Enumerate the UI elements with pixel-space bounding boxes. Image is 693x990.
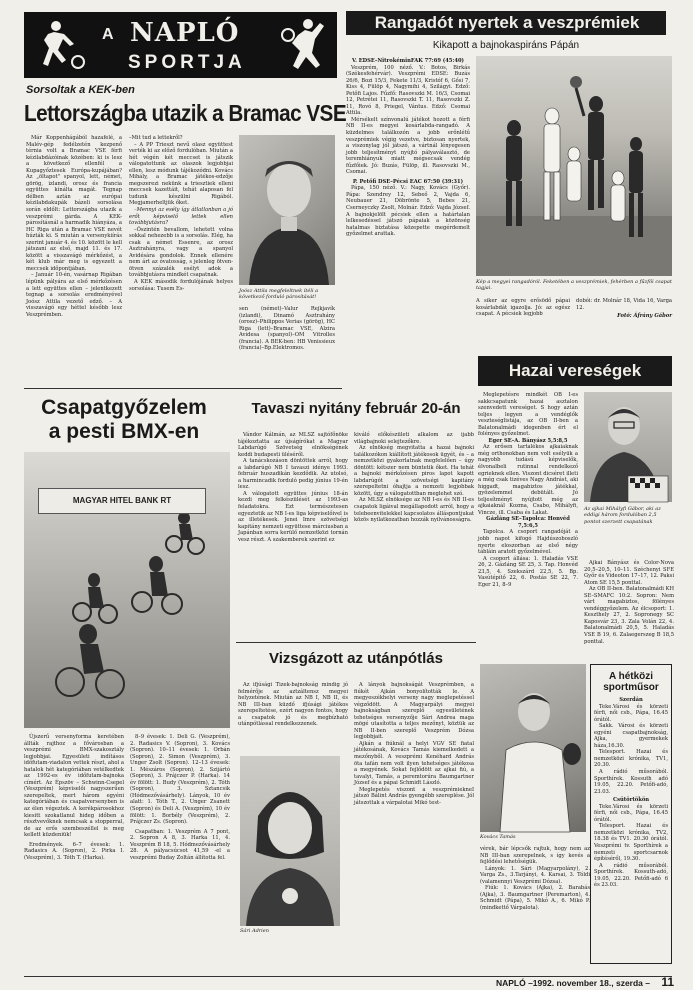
- bb-photo-author: Fotó: Áfrány Gábor: [617, 313, 672, 320]
- bmx-title-1: Csapatgyőzelem: [41, 396, 207, 419]
- kek-col1-p1: Már Koppenhágából hazafelé, a Malév-gép fedélzetén kezpenő térnia volt a Bramac VSE férfi kézilabdázóinak közében: ki is lesz a következő ellenfél a Kupagyőztesek Európa-kupájában? Az „öltapot" spanyol, lett, német, görög, izlandi, orosz és francia együttes kínálta magát. Tegnap délben aztán az európai kézilabdakupák bázeli sorsolása során eldőlt: Lettországba utazik a veszprémi gárda. A KEK-párosításnál a harmadik hiányáza, a HC Riga után a Bramac VSE nevét húzták ki. S miután a versenykiírás szerint január 4. és 10. között le kell játszani az első, majd 11. és 17. között a visszavágó mérkőzést, a két klub már meg is egyezett a meccsek időpontjában.: [26, 135, 123, 272]
- hazai-res2: Tapolca. A csoport rangadóját a jobb napot kifogó Hajdúszoboszló nyerte eloszorban az első négy tábláin aratott győzelmével.: [478, 529, 578, 556]
- tavaszi-col1-p3: A válogatott együttes június 18-án kezdi meg felkészülését az 1993-as feladatokra. Ezt természetesen egyeztetik az NB I-es liga képviselőivel is az illetékesek. Jenei Imre szövetségi kapitány nemzeti együttese márciusban a Japánban sorra kerülő nemzetközi tornán vesz részt. A szakemberek szerint ez: [238, 490, 348, 543]
- hazai-res2-header: Gázláng SE–Tapolca: Honvéd 7,5:6,5: [486, 516, 570, 529]
- bmx-col2: [130, 734, 230, 972]
- tavaszi-col1: [238, 432, 348, 638]
- tv-content: [591, 697, 671, 889]
- masthead-sportja: SPORTJA: [128, 52, 246, 73]
- rangado-title: Rangadót nyertek a veszprémiek: [374, 13, 640, 32]
- edse-p2: Mérsékelt színvonalú játékot hozott a férfi NB II-es megyei kosárlabda-rangadó. A küzdelmes találkozón a jobb erőnlétű veszprémiek végig vezetve, biztosan nyertek, a viszonylag jól játszó, a vártnál lényegesen jobb teljesítményt nyújtó pályaválasztó, de teremhiányuk miatt mégsecsak vendég fűzfőiek. Jó: Buzás, Fülöp, ill. Rasovszki M., Csomai.: [346, 116, 470, 176]
- tv-thu-3: A rádió műsorából. Sporthírek. Kossuth-adó, 19.05, 22.20. Petőfi-adó 6 és 23.03.: [594, 862, 668, 889]
- hazai-col2-p1: Ajkai Bányász és Color-Nova 20,5–20,5, 10–11. Széchenyi SFE Győr és Videoton 17–17, 12. Paksi Atom SE 15,5 ponttal.: [584, 560, 674, 586]
- bmx-photo: [24, 452, 230, 728]
- kek-col2-p2: – A PP Trieszt nevű olasz együttest verték ki az előző fordulóban. Miután a hét végén két meccset is játszik válogatottunk az olaszok legjobbjai ellen, lesz módunk tájékozódni. Kovács Mihály, a Bramac játékos-edzője megszerezi nekünk a triesztiek elleni meccsek kazettáit, tehát alaposan fel tudunk készülni Rigából. Megjamerheltjük őket.: [129, 141, 233, 207]
- kek-col2-p1: –Mit tud a lettekről?: [129, 135, 183, 141]
- kovacs-col-p3: Fiúk: 1. Kovács (Ajka), 2. Barabás (Ajka), 3. Baumgartner (Peremarton), 4. Schmidt (Pápa), 5. Mikó A., 6. Mikó P. (mindkettő Várpalota).: [480, 885, 590, 911]
- utan-title: Vizsgázott az utánpótlás: [269, 650, 443, 667]
- hazai-title-box: [478, 356, 672, 386]
- chess-player-icon: [584, 392, 672, 502]
- hazai-col2-p2: Az OB II-ben. Balatonalmádi KH SE–SMAFC 10:2. Sopron: Nem várt magabiztos, fölényes vendéggyőzelem. Az élcsoport: 1. Keszthely 27, 2. Sopronegy SC Kaposvár 23, 3. Zala Volán 22, 4. Balatonalmádi 20,5, 5. Haladás VSE B 19, 6. Zalaegerszeg B 18,5 ponttal.: [584, 586, 674, 645]
- tv-thu-1: Teke.Városi és körzeti férfi, női csb., Pápa, 16.45 órától.: [594, 803, 668, 823]
- tv-title-1: A hétközi: [608, 671, 654, 682]
- tavaszi-col2-p1: kiváló előkészületi alkalom az ijabb világbajnoki selejtezőkre.: [354, 432, 474, 445]
- utan-col1: [238, 682, 348, 754]
- kek-col2: [129, 135, 233, 383]
- footballer-icon: [34, 16, 92, 74]
- kek-kicker: Sorsoltak a KEK-ben: [26, 84, 135, 96]
- rangado-title-box: [346, 11, 666, 35]
- footer-text: NAPLÓ –1992. november 18., szerda –: [495, 978, 650, 988]
- player-portrait-icon: [240, 756, 340, 926]
- tv-title-2: sportműsor: [603, 682, 659, 693]
- kek-col1: [26, 135, 122, 383]
- utan-col1-p1: Az ifjúsági Tizek-bajnokság mindig jó felmérője az aztzáltensz megyei helyzetének. Miután az NB I, NB II, és NB III-ban küzdő ifjúsági játékos szerepeltetése, ezért nagyon fontos, hogy a csapatok jó és megbízható utánpótlással rendelkezzenek.: [238, 682, 348, 728]
- bb-tail-left: A siker az egyre erősödő pápai kosárlabdát igazolja. Jó: az egész csapat. A pécsiek legjobb: [476, 298, 570, 318]
- edse-header: V. EDSE–NitrokéminFAK 77:69 (45:40): [351, 58, 465, 64]
- basketball-photo-caption: Kép a megyei rangadóról. Feketében a veszprémiek, fehérben a fűzfői csapat tagjai.: [476, 279, 672, 292]
- tavaszi-col2: [354, 432, 474, 638]
- petofi-header: P. Petőfi DSE–Pécsi EAC 67:50 (39:31): [352, 178, 464, 185]
- tavaszi-col1-p1: Vándor Kálmán, az MLSZ sajtófőnöke tájékoztatta az újságírókat a Magyar Labdarúgó Szövetség elnökségének keddi budapesti üléséről.: [238, 432, 348, 458]
- mihalyfi-caption: Az ajkai Mihályfi Gábor, aki az eddigi három fordulóban 2,5 pontot szerzett csapatának: [584, 506, 661, 525]
- tv-thu-title: Csütörtökön: [612, 797, 650, 804]
- bmx-col2-p1: 8–9 évesek: 1. Deli G. (Veszprém), 2. Radasics V. (Sopron), 3. Kovács (Sopron). 10–11 évesek: 1. Orbán (Sopron), 2. Simon (Veszprém), 3. Unger Zsolt (Sopron). 12–13 évesek: 1. Mészáros (Sopron), 2. Szijártó (Sopron), 3. Prájczer P. (Harka). 14 év fölött: 1. Budy (Veszprém), 2. Tóth (Sopron), 3. Sztancsik (Hódmezővásárhely). Lányok, 10 év alatt: 1. Tóth T., 2. Unger Zsanett (Sopron) és Deli A. (Veszprém), 10 év fölött: 1. Borbély (Veszprém), 2. Prájczer Zs. (Sopron).: [130, 734, 230, 826]
- kovacs-col: [480, 846, 590, 976]
- utan-col2-p2: Ajkán a fiúknál a helyi VGV SE fiatal játékosának, Kovács Tamás kiemelkedett a mezőnyből. A veszprémi Kenéhard András öta tafán nem volt ilyen tehetséges játékosa a megyének. Sokat fejlődött az ajkai fiú, a tavalyi, Tamás, a peremtorúra Baumgartner József és a pápai Schmidt László.: [354, 740, 474, 787]
- table-tennis-player-icon: [480, 664, 586, 832]
- kovacs-caption: Kovács Tamás: [480, 834, 516, 840]
- tavaszi-col2-p3: Az MLSZ elnöksége az NB I-es és NB II-es csapatok ligáival megállapodott arról, hogy a telebeenvitelekkel kapcsolatos álláspontjukat közös nyilatkozatban hozzák nyilvánosságra.: [354, 497, 474, 524]
- basketball-photo: [476, 56, 672, 276]
- joosz-photo: [239, 135, 335, 285]
- bmx-col2-p2: Csapatban: 1. Veszprém A 7 pont, 2. Sopron A 8, 3. Harka 11, 4. Veszprém B 18, 5. Hódmezővásárhely 28. A pályacsúcsot 41,59 -el a veszprémi Buday Zoltán állította fel.: [130, 828, 230, 861]
- kek-col3: sen (német)–Valur Rejkjavík (izlandi), Dinamó Asztrahány (orosz)–Philippos Verias (görög), HC Riga (lett)–Bramac VSE, Alzira Avidesa (spanyol)–OM Vitrolles (francia). A BEK-ben: HB Venissieux (francia)–Bp.Elektromos.: [239, 306, 335, 352]
- hazai-intro: Meglepetésre mindkét OB I-es sakkcsapatunk hazai asztalon szenvedett vereséget. S hogy aztán teljes legyen a vendéglők veszteséglistája, az OB II-ben a Balatonalmádi idegenben ért el folényes győzelmet.: [478, 392, 578, 438]
- bmx-banner-text: MAGYAR HITEL BANK RT: [72, 496, 172, 505]
- kovacs-col-p2: Lányok: 1. Sári (Magyarpolány), 2. Varga Zs., 3.Tarjányi, 4. Karsai, 3. Tóldi (valamennyi Veszprémi Dózsa).: [480, 865, 590, 885]
- tavaszi-col2-p2: Az elnökség megvitatta a hazai bajnoki találkozókon kiállított játékosok ügyét, és – a nemzetközi gyakorlatnak megfelelően – úgy döntött: kétszer nem büntetik őket. Ha tehát a bajnoki mérkőzésen piros lapot kapott labdarúgót a szövetségi kapitány szerepeltetni óhajtja a nemzeti legjobbak között, úgy a válogatottban meglehet szó.: [354, 445, 474, 497]
- coach-portrait-icon: [239, 135, 335, 285]
- tv-wed-2: Sakk. Városi és körzeti egyéni csapatbajnokság, Ajka, gyermekek háza,16.30.: [594, 723, 668, 749]
- tv-wed-3: Telesport. Hazai és nemzetközi krónika, TV1, 20.30.: [594, 749, 668, 769]
- bb-tail-right: [576, 298, 672, 320]
- utan-col2-p3: Meglepetés viszont a veszprémiekneI játszó Bálint András gyengébb szereplése. Jól játszottak a várpalotai Mikó test-: [354, 786, 474, 806]
- joosz-caption: Joósz Attila megfeleltnek ítéli a következő forduló párosítását!: [239, 288, 319, 301]
- tavaszi-col1-p2: A tanácskozáson döntöttek arról, hogy a labdarúgó NB I tavaszi idénye 1993. február huszadikán kezdődik. Az utolsó, a harmincadik forduló pedig június 19-én lesz.: [238, 458, 348, 491]
- basketball-players-icon: [476, 56, 672, 276]
- bmx-col1: [24, 734, 124, 972]
- utan-col2: [354, 682, 474, 972]
- hazai-res3: A csoport állása: 1. Haladás VSE 26, 2. Gázláng SE 25, 3. Tap. Honvéd 23,5, 4. Szekszárd 22,5, 5. Bp. Vasútépítő 22, 6. Postás SE 22, 7. Eger 21, 8–9: [478, 555, 578, 588]
- bmx-title-2: a pesti BMX-en: [48, 420, 200, 443]
- tv-wed-1: Teke.Városi és körzeti férfi, női csb., Pápa, 16.45 órától.: [594, 703, 668, 723]
- sari-photo: [240, 756, 340, 926]
- masthead-naplo: NAPLÓ: [130, 18, 240, 48]
- masthead: [24, 12, 337, 78]
- hazai-col1: [478, 392, 578, 658]
- footer-rule: [24, 976, 672, 977]
- kek-col2-p4: –Őszintén bevallom, lehetett volna sokkal nehezebb is a sorsolás. Elég, ha csak a német Essenre, az orosz Asztrahányra, vagy a spanyol Avidésára gondolok. Ennek ellenére nem árt az óvatosság, s jelenleg ötven-ötven százalék esélyt adok a továbbjutásra mindkét csapatnak.: [129, 226, 233, 279]
- bmx-col1-p1: Újszerű versenyforma keretében állták rajthoz a fővárosban a veszprémi BMX-szakosztály legjobbjai. Egyesületi indításos időfutam-viadalon vettek részt, ahol a hatalok hét kategóriában vetélkedtek az 1992-es év időfutam-bajnoka címért. Az Épszöv – Schwinn-Csepel (Veszprém) képviselői nagyszerűen szerepeltek, mert három egyéni kategóriában és csapatversenyben is az élen végeztek. A kerékpárosokhoz kiesitt szokatlanul hideg időben a résztvevőknek nemcsak a stopperral, de az erős szembeszéllel is meg kellett küzdeniük!: [24, 734, 124, 839]
- tavaszi-title: Tavaszi nyitány február 20-án: [251, 400, 461, 417]
- page-number: 11: [661, 975, 674, 989]
- tv-wed-4: A rádió műsorából. Sporthírek. Kossuth adó 19.05, 22.20. Petőfi-adó, 23.03.: [594, 769, 668, 795]
- bb-tail-right-text: dobói: dr. Molnár 18, Vida 16, Varga 12.: [576, 298, 672, 311]
- hazai-res1: Az erősen tartalékos ajkaiaknak még orthonokban nem volt esélyük a nagyobb tudású képviselők, élvonalbeli rutinnal rendelkező egrieknek ellen. Viszont dicséret illeti a még csak tizéves Nagy Andrást, aki higgadt, magabiztos játékkal, győzelemmel debütált. Jó teljesítményt nyújtott még az ajkaiaknál Kozma, Csabo, Mihályfi, Vincze, ill. Csaba és Lakat.: [478, 444, 578, 516]
- sari-caption: Sári Adrien: [240, 928, 269, 934]
- mihalyfi-photo: [584, 392, 672, 502]
- kek-col2-p5: A KEK második fordulójának helyes sorsolása: Tusem Es-: [129, 279, 233, 292]
- edse-p1: Veszprém, 100 néző. V.: Botos, Birkás (Székesfehérvár). Veszprémi EDSE: Buzás 26/6, Bozi 15/3, Fekete 11/3, Kristóf 6, Gősi 7, Kiss 4, Fülöp 4, Nagymihi 4, Szilágyi. Edző: Petőfi Lajos. Fűzfő: Rasovszki M. 16/3, Csomai 12, Petrétei 11, Rasovszki T. 11, Rasovszki Z. 11, Rovó 8, Priegel, Vántus. Edző: Csomai Attila.: [346, 64, 470, 117]
- tv-box: [590, 664, 672, 964]
- kek-col2-p3: –Mennyi az esély így átlatlanban a jó erőt képviselő lettek ellen továbbjutásra?: [129, 207, 233, 227]
- shooter-icon: [272, 15, 332, 75]
- hazai-title: Hazai vereségek: [508, 361, 642, 380]
- hazai-res1-header: Eger SE–A. Bányász 5,5:8,5: [488, 437, 568, 444]
- edse-article: [346, 58, 470, 370]
- kek-title: Lettországba utazik a Bramac VSE: [24, 100, 347, 126]
- tv-wed-title: Szerdán: [619, 697, 643, 703]
- kek-col1-p2: – Január 10-én, vasárnap Rigában lépünk pályára az első mérkőzésen a lett együttes ellen – jelentkezett tegnap a sorsolás eredményével Joósz Attila vezető edző. – A visszavágó egy héttel később lesz Veszprémben.: [26, 272, 122, 318]
- kovacs-col-p1: vérek, bár lépcsők rajtuk, hogy nem az NB III-ban szerepelnek, s így kevés a fejlődési lehetőségük.: [480, 846, 590, 866]
- bmx-col1-p2: Eredmények. 6–7 évesek: 1. Radasics A. (Sopron), 2. Pirka I. (Veszprém), 3. Tóth T. (Harka).: [24, 841, 124, 861]
- edse-p3: Pápa, 150 néző. V.: Nagy, Kovács (Győr). Pápa: Szendrey 12, Sebeő 2, Vajda 6, Neubauer 21, Döbrönte 5, Bebes 21, Cserneyczky Zsolt, Molnár. Edző: Vajda József. A bajnokjelölt pécsiek ellen a határtalan lelkesedéssel játszó pápaiak a közönség hatalmas biztatása közepette megérdemelt győzelmet arattak.: [346, 185, 470, 238]
- masthead-a: A: [102, 26, 114, 43]
- rangado-subtitle: Kikapott a bajnokaspiráns Pápán: [432, 40, 580, 51]
- tv-thu-2: Telesport. Hazai és nemzetközi krónika, TV2, 18.38 és TV1. 20.30 órától. Veszprémi tv. Sporthírek a nemzeti sportcsarnok építéséről, 19.30.: [594, 823, 668, 863]
- divider-mid: [236, 642, 476, 643]
- divider-top: [24, 388, 342, 389]
- hazai-col2: [584, 560, 674, 660]
- kovacs-photo: [480, 664, 586, 832]
- utan-col2-p1: A lányok bajnokságát Veszprémben, a fiúkét Ajkán bonyolították le. A megyeszékhelyi verseny nagy meglepetéssel végződött. A Magyarpályi megyei bajnokságban szereplő egyesületének tehetséges versenyzője Sári Andrea maga mögé utasította a teljes mezőnyt, köztük az NB II-ben szereplő Veszprém Dózsa legjobbjait.: [354, 682, 474, 741]
- bmx-banner: [38, 488, 206, 514]
